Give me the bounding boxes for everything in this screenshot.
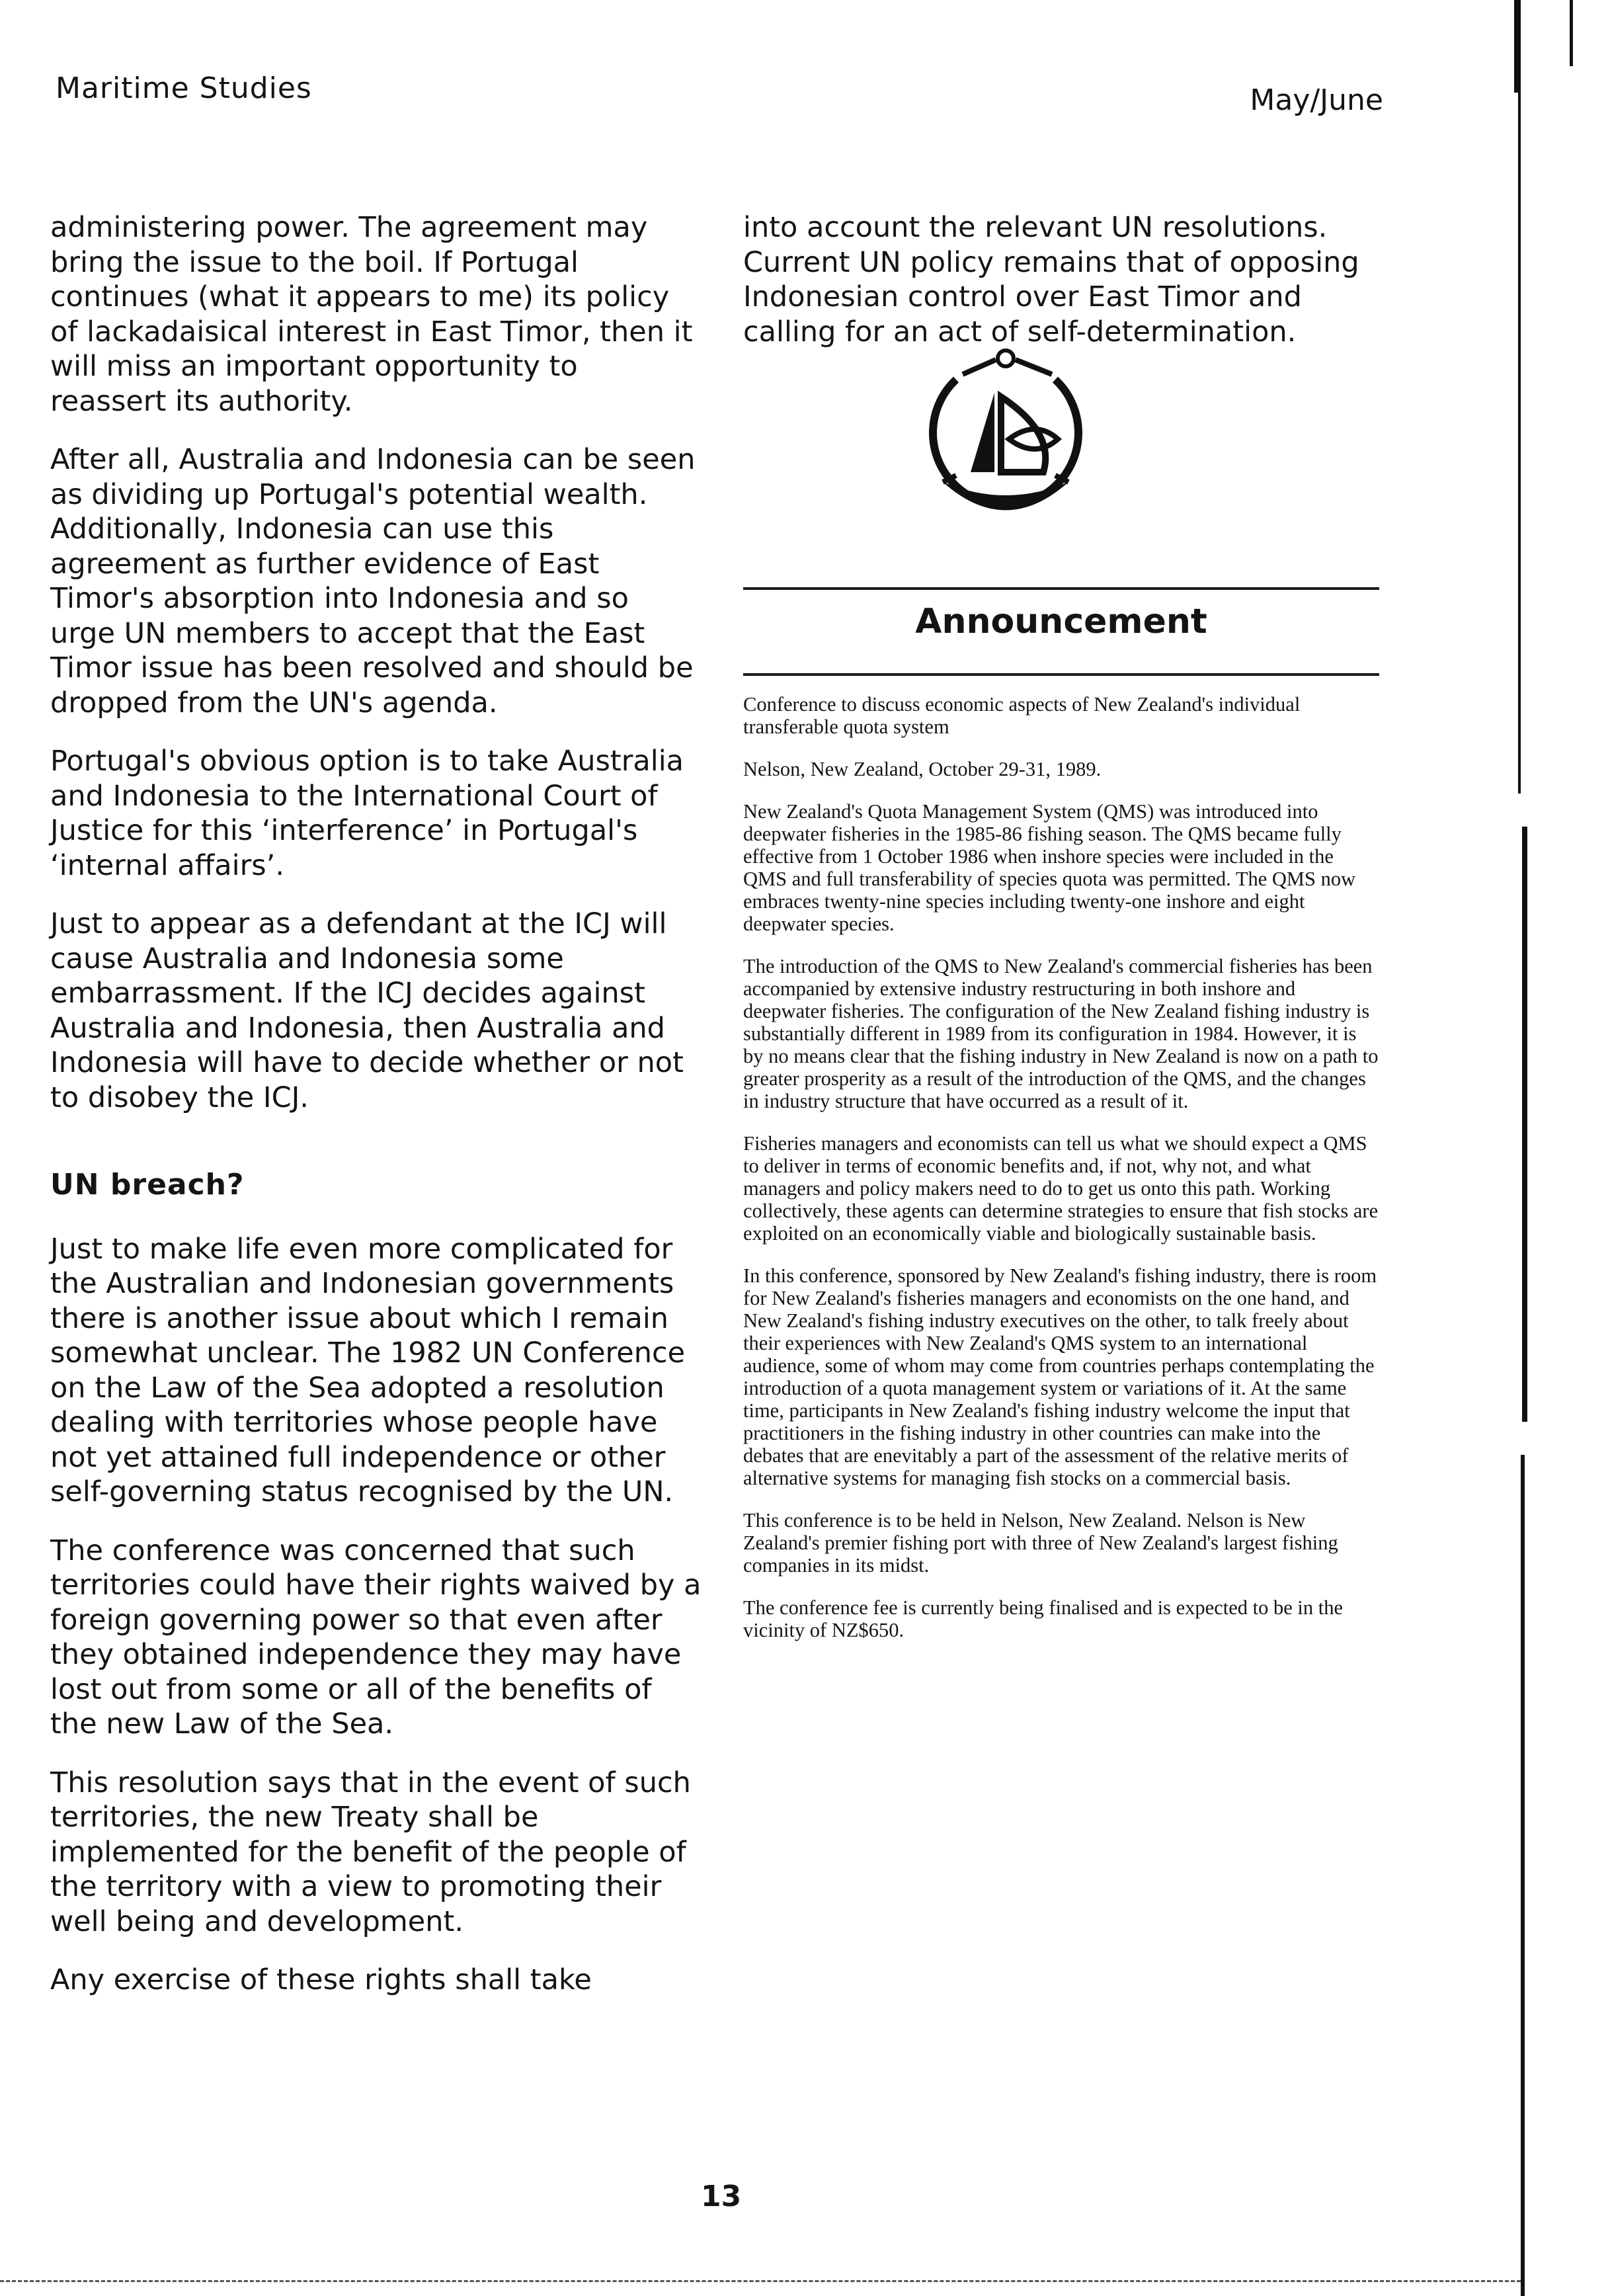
divider-rule xyxy=(743,673,1379,676)
body-paragraph: Just to make life even more complicated for the Australian and Indonesian governments there is another issue about which I remain somewhat unclear. The 1982 UN Conference on the Law of the Sea adopted a resolution dealing with territories whose people have not yet attained full independence or other self-governing status recognised by the UN. xyxy=(50,1232,686,1508)
announcement-paragraph: Fisheries managers and economists can tell us what we should expect a QMS to deliver in terms of economic benefits and, if not, why not, and what managers and policy makers need to do to get us onto this path. Working collectively, these agents can determine strategies to ensure that fish stocks are exploited on an economically viable and biologically sustainable basis. xyxy=(743,1132,1379,1245)
announcement-paragraph: The introduction of the QMS to New Zealand's commercial fisheries has been accompanied by extensive industry restructuring in both inshore and deepwater fisheries. The configuration of the New Zealand fishing industry is substantially different in 1989 from its configuration in 1984. However, it is by no means clear that the fishing industry in New Zealand is now on a path to greater prosperity as a result of the introduction of the QMS, and the changes in industry structure that have occurred as a result of it. xyxy=(743,955,1379,1112)
announcement-title: Announcement xyxy=(915,602,1207,641)
announcement-subtitle: Conference to discuss economic aspects of New Zealand's individual transferable quota system xyxy=(743,693,1301,738)
scan-bottom-edge xyxy=(0,2280,1521,2282)
left-column xyxy=(50,210,702,2022)
binding-edge-line xyxy=(1514,0,1521,93)
binding-edge-line xyxy=(1570,0,1573,66)
running-header-journal: Maritime Studies xyxy=(56,71,312,105)
announcement-body xyxy=(743,693,1379,1661)
running-header-issue: May/June xyxy=(1250,83,1383,117)
announcement-location-date: Nelson, New Zealand, October 29-31, 1989. xyxy=(743,758,1102,780)
body-paragraph: Just to appear as a defendant at the ICJ will cause Australia and Indonesia some embarrassment. If the ICJ decides against Australia and Indonesia, then Australia and Indonesia will have to decide whether or not to disobey the ICJ. xyxy=(50,907,684,1114)
body-paragraph: This resolution says that in the event of such territories, the new Treaty shall be implemented for the benefit of the people of the territory with a view to promoting their well being and development. xyxy=(50,1766,691,1938)
body-paragraph: Portugal's obvious option is to take Australia and Indonesia to the International Court of Justice for this ‘interference’ in Portugal's ‘internal affairs’. xyxy=(50,745,684,882)
binding-edge-line xyxy=(1521,1455,1525,2296)
body-paragraph: The conference was concerned that such territories could have their rights waived by a foreign governing power so that even after they obtained independence they may have lost out from some or all of the benefits of the new Law of the Sea. xyxy=(50,1534,702,1741)
binding-edge-line xyxy=(1518,93,1521,794)
body-paragraph: into account the relevant UN resolutions. Current UN policy remains that of opposing Indonesian control over East Timor and calling for an act of self-determination. xyxy=(743,211,1359,348)
body-paragraph: After all, Australia and Indonesia can be seen as dividing up Portugal's potential wealth. Additionally, Indonesia can use this agreement as further evidence of East Timor's absorption into Indonesia and so urge UN members to accept that the East Timor issue has been resolved and should be dropped from the UN's agenda. xyxy=(50,443,696,719)
announcement-paragraph: New Zealand's Quota Management System (QMS) was introduced into deepwater fisheries in the 1985-86 fishing season. The QMS became fully effective from 1 October 1986 when inshore species were included in the QMS and full transferability of species quota was permitted. The QMS now embraces twenty-nine species including twenty-one inshore and eight deepwater species. xyxy=(743,800,1356,935)
announcement-paragraph: The conference fee is currently being finalised and is expected to be in the vicinity of NZ$650. xyxy=(743,1596,1343,1641)
binding-edge-line xyxy=(1522,827,1527,1422)
announcement-paragraph: In this conference, sponsored by New Zealand's fishing industry, there is room for New Zealand's fisheries managers and economists on the one hand, and New Zealand's fishing industry executives on the other, to talk freely about their experiences with New Zealand's QMS system to an international audience, some of whom may come from countries perhaps contemplating the introduction of a quota management system or variations of it. At the same time, participants in New Zealand's fishing industry welcome the input that practitioners in the fishing industry in other countries can make into the debates that are enevitably a part of the assessment of the relative merits of alternative systems for managing fish stocks on a commercial basis. xyxy=(743,1264,1377,1489)
right-column xyxy=(743,210,1379,1641)
body-paragraph: Any exercise of these rights shall take xyxy=(50,1963,592,1996)
ship-in-circle-emblem-icon xyxy=(916,340,1095,532)
body-paragraph: administering power. The agreement may bring the issue to the boil. If Portugal continues (what it appears to me) its policy of lackadaisical interest in East Timor, then it will miss an important opportunity to reassert its authority. xyxy=(50,211,693,418)
divider-rule xyxy=(743,587,1379,590)
section-subheading: UN breach? xyxy=(50,1168,245,1202)
announcement-paragraph: This conference is to be held in Nelson, New Zealand. Nelson is New Zealand's premier fishing port with three of New Zealand's largest fishing companies in its midst. xyxy=(743,1509,1338,1577)
page-number: 13 xyxy=(701,2180,742,2213)
